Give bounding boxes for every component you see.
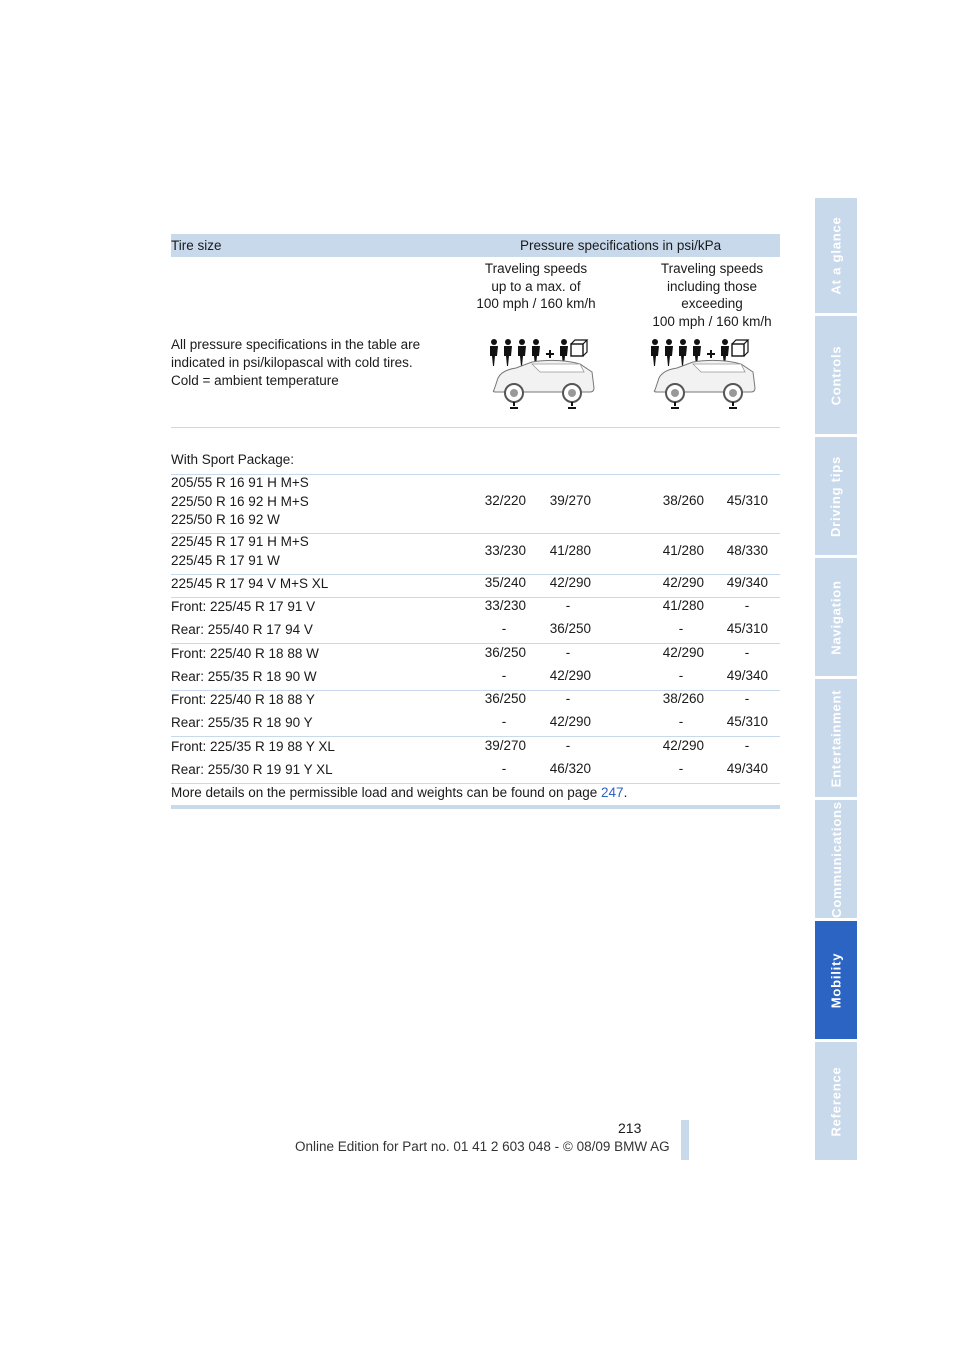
tab-navigation[interactable]: Navigation [815, 558, 857, 676]
tab-mobility[interactable]: Mobility [815, 921, 857, 1039]
divider [171, 783, 780, 784]
tab-reference[interactable]: Reference [815, 1042, 857, 1160]
people-load-car-icon [488, 338, 598, 413]
page-link[interactable]: 247 [601, 785, 624, 800]
speed-high-heading: Traveling speeds including those exceeding 100 mph / 160 km/h [652, 261, 772, 329]
divider [171, 427, 780, 428]
divider [171, 736, 780, 737]
tab-controls[interactable]: Controls [815, 316, 857, 434]
cold-tire-note: All pressure specifications in the table are indicated in psi/kilopascal with cold tires. Cold = ambient temperature [171, 337, 421, 388]
page-number: 213 [618, 1120, 642, 1136]
header-pressure: Pressure specifications in psi/kPa [520, 238, 722, 253]
people-load-car-icon [649, 338, 759, 413]
table-header [171, 234, 780, 257]
section-label: With Sport Package: [171, 452, 295, 467]
divider [171, 643, 780, 644]
load-details-note: More details on the permissible load and weights can be found on page 247. [171, 785, 628, 800]
header-tire-size: Tire size [171, 238, 222, 253]
table-bottom-rule [171, 805, 780, 809]
speed-low-heading: Traveling speeds up to a max. of 100 mph / 160 km/h [476, 261, 596, 311]
edition-footer: Online Edition for Part no. 01 41 2 603 048 - © 08/09 BMW AG [295, 1139, 670, 1154]
tab-communications[interactable]: Communications [815, 800, 857, 918]
tab-at-a-glance[interactable]: At a glance [815, 198, 857, 313]
tab-entertainment[interactable]: Entertainment [815, 679, 857, 797]
tab-driving-tips[interactable]: Driving tips [815, 437, 857, 555]
footer-accent-bar [681, 1120, 689, 1160]
